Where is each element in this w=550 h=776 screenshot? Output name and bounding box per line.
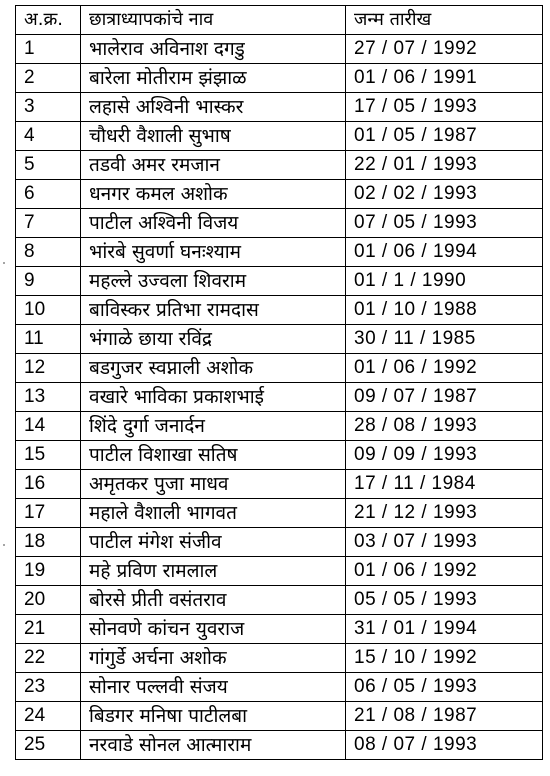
name-cell: पाटील मंगेश संजीव bbox=[81, 528, 346, 557]
name-cell: भांरबे सुवर्णा घनःश्याम bbox=[81, 238, 346, 267]
dob-cell: 31 / 01 / 1994 bbox=[346, 615, 543, 644]
table-row bbox=[16, 644, 543, 673]
dob-cell: 05 / 05 / 1993 bbox=[346, 586, 543, 615]
table-row bbox=[16, 412, 543, 441]
serial-cell: 10 bbox=[16, 296, 81, 325]
table-row bbox=[16, 499, 543, 528]
name-cell: बिडगर मनिषा पाटीलबा bbox=[81, 702, 346, 731]
serial-cell: 17 bbox=[16, 499, 81, 528]
dob-cell: 09 / 09 / 1993 bbox=[346, 441, 543, 470]
name-cell: पाटील अश्विनी विजय bbox=[81, 209, 346, 238]
dob-cell: 17 / 11 / 1984 bbox=[346, 470, 543, 499]
scan-speck bbox=[3, 262, 5, 264]
serial-cell: 6 bbox=[16, 180, 81, 209]
dob-cell: 01 / 10 / 1988 bbox=[346, 296, 543, 325]
table-row bbox=[16, 296, 543, 325]
scan-speck bbox=[3, 544, 5, 546]
table-row bbox=[16, 441, 543, 470]
serial-cell: 24 bbox=[16, 702, 81, 731]
dob-cell: 02 / 02 / 1993 bbox=[346, 180, 543, 209]
table-row bbox=[16, 354, 543, 383]
serial-cell: 19 bbox=[16, 557, 81, 586]
dob-cell: 01 / 06 / 1991 bbox=[346, 64, 543, 93]
serial-cell: 3 bbox=[16, 93, 81, 122]
dob-cell: 01 / 06 / 1994 bbox=[346, 238, 543, 267]
student-teacher-table bbox=[15, 5, 543, 760]
serial-cell: 4 bbox=[16, 122, 81, 151]
dob-cell: 22 / 01 / 1993 bbox=[346, 151, 543, 180]
table-row bbox=[16, 702, 543, 731]
header-name: छात्राध्यापकांचे नाव bbox=[81, 6, 346, 35]
serial-cell: 23 bbox=[16, 673, 81, 702]
header-dob: जन्म तारीख bbox=[346, 6, 543, 35]
table-row bbox=[16, 383, 543, 412]
serial-cell: 14 bbox=[16, 412, 81, 441]
dob-cell: 01 / 1 / 1990 bbox=[346, 267, 543, 296]
dob-cell: 21 / 08 / 1987 bbox=[346, 702, 543, 731]
table-row bbox=[16, 180, 543, 209]
dob-cell: 07 / 05 / 1993 bbox=[346, 209, 543, 238]
serial-cell: 18 bbox=[16, 528, 81, 557]
serial-cell: 7 bbox=[16, 209, 81, 238]
dob-cell: 06 / 05 / 1993 bbox=[346, 673, 543, 702]
name-cell: शिंदे दुर्गा जनार्दन bbox=[81, 412, 346, 441]
dob-cell: 08 / 07 / 1993 bbox=[346, 731, 543, 760]
dob-cell: 01 / 06 / 1992 bbox=[346, 354, 543, 383]
name-cell: सोनार पल्लवी संजय bbox=[81, 673, 346, 702]
table-row bbox=[16, 325, 543, 354]
name-cell: लहासे अश्विनी भास्कर bbox=[81, 93, 346, 122]
table-row bbox=[16, 557, 543, 586]
serial-cell: 16 bbox=[16, 470, 81, 499]
name-cell: सोनवणे कांचन युवराज bbox=[81, 615, 346, 644]
table-row bbox=[16, 238, 543, 267]
dob-cell: 01 / 05 / 1987 bbox=[346, 122, 543, 151]
serial-cell: 22 bbox=[16, 644, 81, 673]
table-row bbox=[16, 93, 543, 122]
table-row bbox=[16, 267, 543, 296]
table-row bbox=[16, 122, 543, 151]
table-row bbox=[16, 586, 543, 615]
serial-cell: 21 bbox=[16, 615, 81, 644]
name-cell: अमृतकर पुजा माधव bbox=[81, 470, 346, 499]
serial-cell: 12 bbox=[16, 354, 81, 383]
table-row bbox=[16, 528, 543, 557]
name-cell: महल्ले उज्वला शिवराम bbox=[81, 267, 346, 296]
name-cell: बाविस्कर प्रतिभा रामदास bbox=[81, 296, 346, 325]
serial-cell: 15 bbox=[16, 441, 81, 470]
name-cell: बडगुजर स्वप्नाली अशोक bbox=[81, 354, 346, 383]
serial-cell: 25 bbox=[16, 731, 81, 760]
name-cell: भंगाळे छाया रविंद्र bbox=[81, 325, 346, 354]
table-row bbox=[16, 209, 543, 238]
dob-cell: 03 / 07 / 1993 bbox=[346, 528, 543, 557]
name-cell: गांगुर्डे अर्चना अशोक bbox=[81, 644, 346, 673]
table-row bbox=[16, 731, 543, 760]
name-cell: महे प्रविण रामलाल bbox=[81, 557, 346, 586]
table-row bbox=[16, 673, 543, 702]
name-cell: पाटील विशाखा सतिष bbox=[81, 441, 346, 470]
dob-cell: 17 / 05 / 1993 bbox=[346, 93, 543, 122]
serial-cell: 11 bbox=[16, 325, 81, 354]
serial-cell: 5 bbox=[16, 151, 81, 180]
dob-cell: 09 / 07 / 1987 bbox=[346, 383, 543, 412]
serial-cell: 9 bbox=[16, 267, 81, 296]
name-cell: भालेराव अविनाश दगडु bbox=[81, 35, 346, 64]
name-cell: वखारे भाविका प्रकाशभाई bbox=[81, 383, 346, 412]
name-cell: नरवाडे सोनल आत्माराम bbox=[81, 731, 346, 760]
dob-cell: 15 / 10 / 1992 bbox=[346, 644, 543, 673]
table-row bbox=[16, 470, 543, 499]
name-cell: बोरसे प्रीती वसंतराव bbox=[81, 586, 346, 615]
table-row bbox=[16, 35, 543, 64]
serial-cell: 2 bbox=[16, 64, 81, 93]
serial-cell: 13 bbox=[16, 383, 81, 412]
dob-cell: 01 / 06 / 1992 bbox=[346, 557, 543, 586]
table-row bbox=[16, 151, 543, 180]
serial-cell: 1 bbox=[16, 35, 81, 64]
header-serial: अ.क्र. bbox=[16, 6, 81, 35]
name-cell: धनगर कमल अशोक bbox=[81, 180, 346, 209]
dob-cell: 27 / 07 / 1992 bbox=[346, 35, 543, 64]
name-cell: तडवी अमर रमजान bbox=[81, 151, 346, 180]
dob-cell: 28 / 08 / 1993 bbox=[346, 412, 543, 441]
serial-cell: 8 bbox=[16, 238, 81, 267]
name-cell: बारेला मोतीराम झंझाळ bbox=[81, 64, 346, 93]
dob-cell: 30 / 11 / 1985 bbox=[346, 325, 543, 354]
table-row bbox=[16, 615, 543, 644]
dob-cell: 21 / 12 / 1993 bbox=[346, 499, 543, 528]
table-header-row bbox=[16, 6, 543, 35]
serial-cell: 20 bbox=[16, 586, 81, 615]
name-cell: चौधरी वैशाली सुभाष bbox=[81, 122, 346, 151]
name-cell: महाले वैशाली भागवत bbox=[81, 499, 346, 528]
table-row bbox=[16, 64, 543, 93]
